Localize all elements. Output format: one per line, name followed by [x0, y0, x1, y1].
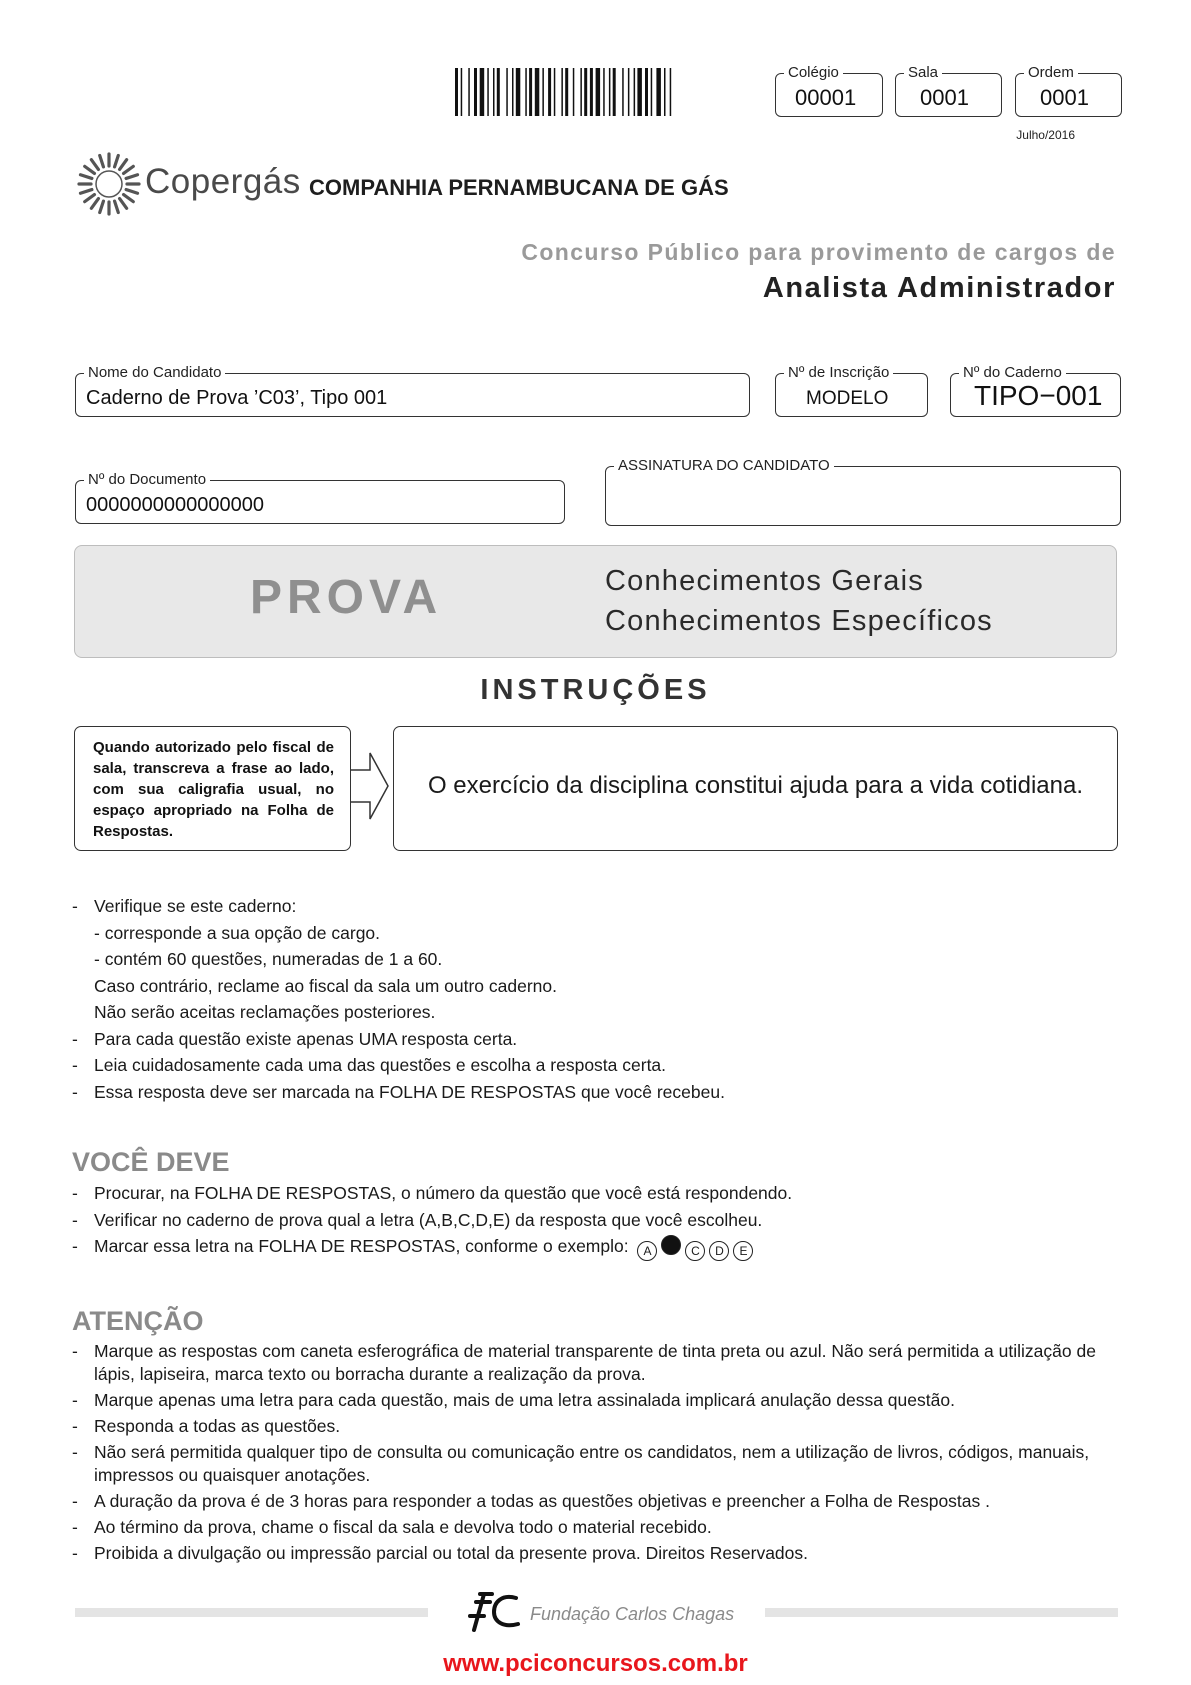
- list-item: - Para cada questão existe apenas UMA resposta certa.: [72, 1028, 518, 1049]
- sala-box: [895, 64, 1002, 117]
- footer-bar-left: [75, 1608, 428, 1617]
- list-item: - Não será permitida qualquer tipo de consulta ou comunicação entre os candidatos, nem a utilização de livros, códigos, manuais, impressos ou quaisquer anotações.: [72, 1442, 1090, 1485]
- arrow-right-icon: [350, 752, 390, 820]
- ordem-label: Ordem: [1024, 64, 1078, 82]
- assinatura-label: ASSINATURA DO CANDIDATO: [614, 457, 834, 475]
- list-item: - A duração da prova é de 3 horas para responder a todas as questões objetivas e preencher a Folha de Respostas .: [72, 1491, 990, 1511]
- list-item: - Verifique se este caderno:: [72, 896, 297, 916]
- list-item: - Leia cuidadosamente cada uma das questões e escolha a resposta certa.: [72, 1055, 667, 1075]
- list-item: - Essa resposta deve ser marcada na FOLHA DE RESPOSTAS que você recebeu.: [72, 1081, 725, 1102]
- logo-text: Copergás: [145, 162, 301, 201]
- subject-gerais: Conhecimentos Gerais: [605, 565, 924, 597]
- exam-date: Julho/2016: [1016, 128, 1075, 142]
- foundation-name: Fundação Carlos Chagas: [530, 1604, 735, 1624]
- list-item: Não serão aceitas reclamações posteriores.: [94, 1002, 436, 1022]
- checklist: [72, 893, 1132, 1105]
- colegio-box: [775, 64, 883, 117]
- assinatura-field: [605, 457, 1121, 526]
- nome-field: [75, 364, 750, 417]
- colegio-label: Colégio: [784, 64, 843, 82]
- list-item: - Ao término da prova, chame o fiscal da sala e devolva todo o material recebido.: [72, 1517, 712, 1537]
- documento-field: [75, 471, 565, 524]
- prova-panel: [74, 545, 1117, 658]
- documento-value: 0000000000000000: [86, 494, 264, 516]
- subject-especificos: Conhecimentos Específicos: [605, 605, 993, 637]
- transcription-instruction-box: Quando autorizado pelo fiscal de sala, transcreva a frase ao lado, com sua caligrafia usual, no espaço apropriado na Folha de Respostas.: [74, 726, 351, 851]
- footer-bar-right: [765, 1608, 1118, 1617]
- caderno-value: TIPO−001: [974, 380, 1103, 411]
- nome-value: Caderno de Prova ’C03’, Tipo 001: [86, 387, 388, 409]
- nome-label: Nome do Candidato: [84, 364, 225, 382]
- list-item: - Proibida a divulgação ou impressão parcial ou total da presente prova. Direitos Reservados.: [72, 1543, 809, 1563]
- instrucoes-title: INSTRUÇÕES: [480, 674, 711, 706]
- list-item: - contém 60 questões, numeradas de 1 a 60.: [94, 949, 443, 969]
- caderno-label: Nº do Caderno: [959, 364, 1066, 382]
- website-link[interactable]: www.pciconcursos.com.br: [443, 1650, 748, 1677]
- barcode: [455, 68, 727, 116]
- inscricao-field: [775, 364, 928, 417]
- list-item: - Procurar, na FOLHA DE RESPOSTAS, o número da questão que você está respondendo.: [72, 1183, 793, 1203]
- inscricao-label: Nº de Inscrição: [784, 364, 893, 382]
- concurso-line: Concurso Público para provimento de cargos de: [521, 239, 1116, 265]
- sala-value: 0001: [920, 85, 969, 110]
- list-item: - Marcar essa letra na FOLHA DE RESPOSTAS, conforme o exemplo: A C D E: [72, 1233, 1132, 1261]
- list-item: Caso contrário, reclame ao fiscal da sala um outro caderno.: [94, 975, 558, 996]
- transcription-phrase: O exercício da disciplina constitui ajuda para a vida cotidiana.: [427, 772, 1084, 799]
- sala-label: Sala: [904, 64, 942, 82]
- atencao-list: [72, 1340, 1122, 1568]
- list-item: - Marque apenas uma letra para cada questão, mais de uma letra assinalada implicará anulação dessa questão.: [72, 1390, 955, 1410]
- caderno-field: [950, 364, 1121, 417]
- bubble-c-icon: C: [685, 1241, 705, 1261]
- bubble-filled-icon: [661, 1235, 681, 1255]
- fcc-logo-icon: [466, 1590, 522, 1634]
- colegio-value: 00001: [795, 85, 857, 110]
- copergas-sun-logo-icon: [77, 152, 141, 216]
- company-name: COMPANHIA PERNAMBUCANA DE GÁS: [309, 175, 729, 200]
- ordem-value: 0001: [1040, 85, 1089, 110]
- cargo-title: Analista Administrador: [762, 272, 1116, 304]
- prova-title: PROVA: [250, 571, 443, 624]
- bubble-d-icon: D: [709, 1241, 729, 1261]
- list-item: - Marque as respostas com caneta esferográfica de material transparente de tinta preta ou azul. Não será permitida a utilização de lápis, lapiseira, marca texto ou borracha durante a realização da prova.: [72, 1341, 1096, 1384]
- atencao-heading: ATENÇÃO: [72, 1306, 204, 1336]
- list-item: - corresponde a sua opção de cargo.: [94, 922, 381, 943]
- ordem-box: [1015, 64, 1122, 117]
- list-item: - Responda a todas as questões.: [72, 1416, 341, 1436]
- voce-deve-list: [72, 1180, 1132, 1261]
- bubble-a-icon: A: [637, 1241, 657, 1261]
- inscricao-value: MODELO: [806, 388, 889, 409]
- documento-label: Nº do Documento: [84, 471, 210, 489]
- bubble-e-icon: E: [733, 1241, 753, 1261]
- list-item: - Verificar no caderno de prova qual a letra (A,B,C,D,E) da resposta que você escolheu.: [72, 1209, 763, 1230]
- voce-deve-heading: VOCÊ DEVE: [72, 1147, 230, 1177]
